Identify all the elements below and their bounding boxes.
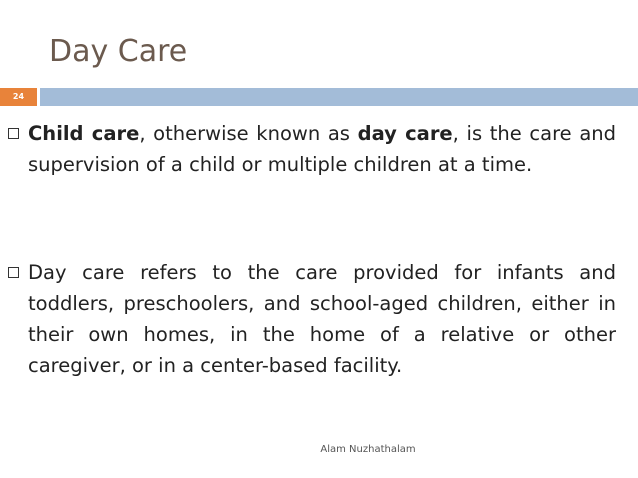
bullet-text: , otherwise known as [139, 122, 358, 145]
bullet-text: Day care refers to the care provided for infants and toddlers, preschoolers, and school-aged children, either in their own homes, in the home of a relative or other caregiver, or in a center-based facility. [28, 261, 616, 377]
square-bullet-icon [8, 267, 19, 278]
slide-footer-author: Alam Nuzhathalam [320, 444, 416, 455]
bullet-text: , is the care and supervision of a child or multiple children at a time. [28, 122, 617, 176]
bullet-item [28, 257, 616, 381]
square-bullet-icon [8, 128, 19, 139]
slide-title: Day Care [49, 34, 188, 69]
bullet-text-bold: Child care [28, 122, 140, 145]
bullet-text-bold: day care [357, 122, 453, 145]
slide-number-badge: 24 [0, 88, 37, 106]
bullet-item [28, 118, 616, 180]
